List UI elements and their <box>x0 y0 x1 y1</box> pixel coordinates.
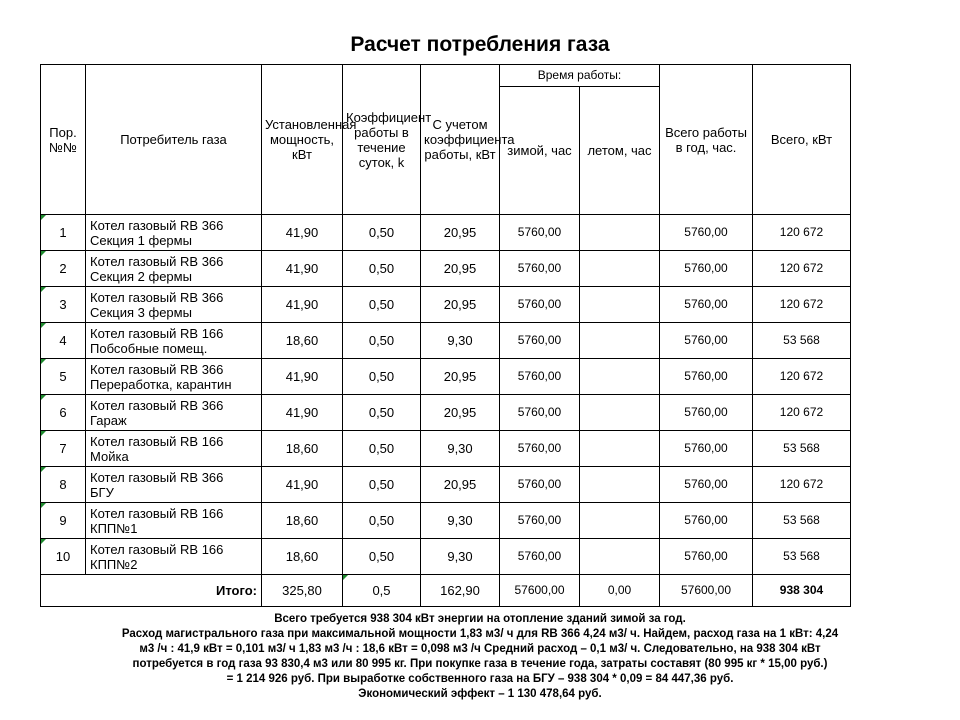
row-with-coefficient: 20,95 <box>421 359 500 395</box>
comment-marker-icon <box>41 539 46 544</box>
row-summer <box>580 323 660 359</box>
row-coefficient: 0,50 <box>343 359 421 395</box>
row-total-kw: 120 672 <box>753 251 851 287</box>
row-summer <box>580 215 660 251</box>
header-work-time: Время работы: <box>500 65 660 87</box>
row-consumer <box>86 539 262 575</box>
row-with-coefficient: 20,95 <box>421 467 500 503</box>
row-winter: 5760,00 <box>500 539 580 575</box>
row-summer <box>580 359 660 395</box>
row-number <box>41 395 86 431</box>
row-installed: 18,60 <box>262 323 343 359</box>
consumer-line-1: Котел газовый RB 366 <box>90 469 224 485</box>
row-with-coefficient: 9,30 <box>421 323 500 359</box>
row-installed: 41,90 <box>262 287 343 323</box>
comment-marker-icon <box>41 359 46 364</box>
row-coefficient: 0,50 <box>343 215 421 251</box>
totals-installed: 325,80 <box>262 575 343 607</box>
row-number-value: 7 <box>59 441 67 456</box>
note-line: потребуется в год газа 93 830,4 м3 или 80 995 кг. При покупке газа в течение года, затраты составят (80 995 кг * 15,00 руб.) <box>132 658 828 670</box>
row-number-value: 4 <box>59 333 67 348</box>
header-number: Пор. №№ <box>41 65 86 215</box>
row-summer <box>580 431 660 467</box>
row-winter: 5760,00 <box>500 431 580 467</box>
consumer-line-1: Котел газовый RB 366 <box>90 217 224 233</box>
totals-with-coefficient: 162,90 <box>421 575 500 607</box>
row-installed: 18,60 <box>262 431 343 467</box>
row-winter: 5760,00 <box>500 323 580 359</box>
table-row <box>41 251 851 287</box>
row-consumer <box>86 431 262 467</box>
row-number-value: 2 <box>59 261 67 276</box>
totals-hours: 57600,00 <box>660 575 753 607</box>
row-coefficient: 0,50 <box>343 395 421 431</box>
row-number-value: 10 <box>55 549 71 564</box>
row-installed: 41,90 <box>262 467 343 503</box>
row-total-hours: 5760,00 <box>660 503 753 539</box>
row-total-hours: 5760,00 <box>660 431 753 467</box>
header-winter: зимой, час <box>500 87 580 215</box>
header-installed-power: Установленная мощность, кВт <box>262 65 343 215</box>
row-summer <box>580 467 660 503</box>
totals-row <box>41 575 851 607</box>
row-total-hours: 5760,00 <box>660 467 753 503</box>
row-installed: 18,60 <box>262 539 343 575</box>
comment-marker-icon <box>41 323 46 328</box>
note-line: Расход магистрального газа при максимальной мощности 1,83 м3/ ч для RB 366 4,24 м3/ ч. Найдем, расход газа на 1 кВт: 4,24 <box>121 628 839 640</box>
totals-winter: 57600,00 <box>500 575 580 607</box>
table-row <box>41 215 851 251</box>
consumer-line-1: Котел газовый RB 166 <box>90 433 224 449</box>
comment-marker-icon <box>41 251 46 256</box>
row-total-kw: 120 672 <box>753 215 851 251</box>
gas-consumption-table <box>40 64 851 607</box>
consumer-line-1: Котел газовый RB 366 <box>90 397 224 413</box>
row-number-value: 8 <box>59 477 67 492</box>
row-consumer <box>86 251 262 287</box>
table-row <box>41 539 851 575</box>
header-summer: летом, час <box>580 87 660 215</box>
comment-marker-icon <box>41 287 46 292</box>
row-with-coefficient: 9,30 <box>421 503 500 539</box>
row-winter: 5760,00 <box>500 467 580 503</box>
consumer-line-2: Побсобные помещ. <box>90 340 208 356</box>
consumer-line-2: Секция 2 фермы <box>90 268 192 284</box>
consumer-line-1: Котел газовый RB 366 <box>90 361 224 377</box>
totals-coefficient-value: 0,5 <box>372 583 391 598</box>
page-title: Расчет потребления газа <box>350 33 610 56</box>
row-number <box>41 251 86 287</box>
row-number <box>41 359 86 395</box>
row-consumer <box>86 323 262 359</box>
totals-coefficient <box>343 575 421 607</box>
consumer-line-2: Секция 3 фермы <box>90 304 192 320</box>
row-number-value: 6 <box>59 405 67 420</box>
row-consumer <box>86 359 262 395</box>
row-total-kw: 53 568 <box>753 323 851 359</box>
consumer-line-1: Котел газовый RB 366 <box>90 289 224 305</box>
row-installed: 41,90 <box>262 215 343 251</box>
consumer-line-2: Секция 1 фермы <box>90 232 192 248</box>
table-row <box>41 395 851 431</box>
comment-marker-icon <box>41 395 46 400</box>
row-installed: 41,90 <box>262 395 343 431</box>
row-with-coefficient: 9,30 <box>421 539 500 575</box>
totals-total-kw: 938 304 <box>753 575 851 607</box>
totals-label: Итого: <box>41 575 262 607</box>
row-total-kw: 120 672 <box>753 467 851 503</box>
row-total-kw: 120 672 <box>753 359 851 395</box>
comment-marker-icon <box>41 215 46 220</box>
row-winter: 5760,00 <box>500 215 580 251</box>
note-line: м3 /ч : 41,9 кВт = 0,101 м3/ ч 1,83 м3 /ч : 18,6 кВт = 0,098 м3 /ч Средний расход – 0,1 м3/ ч. Следовательно, на 938 304 кВт <box>139 643 821 655</box>
row-consumer <box>86 215 262 251</box>
header-total-hours: Всего работы в год, час. <box>660 65 753 215</box>
row-total-hours: 5760,00 <box>660 359 753 395</box>
row-with-coefficient: 9,30 <box>421 431 500 467</box>
row-total-kw: 53 568 <box>753 503 851 539</box>
consumer-line-2: Гараж <box>90 412 127 428</box>
row-total-hours: 5760,00 <box>660 395 753 431</box>
row-with-coefficient: 20,95 <box>421 251 500 287</box>
consumer-line-2: БГУ <box>90 484 114 500</box>
row-number <box>41 539 86 575</box>
table-row <box>41 431 851 467</box>
row-number <box>41 431 86 467</box>
row-coefficient: 0,50 <box>343 467 421 503</box>
row-installed: 18,60 <box>262 503 343 539</box>
table-row <box>41 359 851 395</box>
row-consumer <box>86 503 262 539</box>
row-summer <box>580 503 660 539</box>
consumer-line-2: Переработка, карантин <box>90 376 232 392</box>
row-coefficient: 0,50 <box>343 251 421 287</box>
row-summer <box>580 287 660 323</box>
table-row <box>41 467 851 503</box>
consumer-line-1: Котел газовый RB 166 <box>90 505 224 521</box>
row-number-value: 3 <box>59 297 67 312</box>
row-total-hours: 5760,00 <box>660 287 753 323</box>
row-total-hours: 5760,00 <box>660 251 753 287</box>
row-consumer <box>86 467 262 503</box>
header-total-kw: Всего, кВт <box>753 65 851 215</box>
row-coefficient: 0,50 <box>343 503 421 539</box>
row-coefficient: 0,50 <box>343 431 421 467</box>
row-number <box>41 503 86 539</box>
row-with-coefficient: 20,95 <box>421 215 500 251</box>
row-summer <box>580 539 660 575</box>
row-number-value: 9 <box>59 513 67 528</box>
comment-marker-icon <box>343 575 348 580</box>
row-winter: 5760,00 <box>500 251 580 287</box>
row-total-hours: 5760,00 <box>660 215 753 251</box>
row-coefficient: 0,50 <box>343 323 421 359</box>
notes-block <box>40 612 920 702</box>
row-number <box>41 215 86 251</box>
consumer-line-2: КПП№2 <box>90 556 138 572</box>
row-with-coefficient: 20,95 <box>421 287 500 323</box>
row-winter: 5760,00 <box>500 503 580 539</box>
row-winter: 5760,00 <box>500 395 580 431</box>
row-total-kw: 120 672 <box>753 287 851 323</box>
row-number <box>41 467 86 503</box>
row-number <box>41 323 86 359</box>
row-coefficient: 0,50 <box>343 287 421 323</box>
row-summer <box>580 395 660 431</box>
note-line: = 1 214 926 руб. При выработке собственного газа на БГУ – 938 304 * 0,09 = 84 447,36 руб. <box>226 673 734 685</box>
row-total-kw: 53 568 <box>753 539 851 575</box>
note-line: Всего требуется 938 304 кВт энергии на отопление зданий зимой за год. <box>274 613 686 625</box>
row-consumer <box>86 287 262 323</box>
consumer-line-1: Котел газовый RB 366 <box>90 253 224 269</box>
totals-summer: 0,00 <box>580 575 660 607</box>
row-total-kw: 53 568 <box>753 431 851 467</box>
row-consumer <box>86 395 262 431</box>
row-summer <box>580 251 660 287</box>
consumer-line-2: КПП№1 <box>90 520 138 536</box>
row-installed: 41,90 <box>262 359 343 395</box>
header-coefficient: Коэффициент работы в течение суток, k <box>343 65 421 215</box>
comment-marker-icon <box>41 503 46 508</box>
row-number-value: 5 <box>59 369 67 384</box>
comment-marker-icon <box>41 467 46 472</box>
table-row <box>41 287 851 323</box>
row-coefficient: 0,50 <box>343 539 421 575</box>
row-with-coefficient: 20,95 <box>421 395 500 431</box>
row-winter: 5760,00 <box>500 359 580 395</box>
header-consumer: Потребитель газа <box>86 65 262 215</box>
comment-marker-icon <box>41 431 46 436</box>
row-installed: 41,90 <box>262 251 343 287</box>
row-total-hours: 5760,00 <box>660 539 753 575</box>
row-number <box>41 287 86 323</box>
row-number-value: 1 <box>59 225 67 240</box>
row-total-kw: 120 672 <box>753 395 851 431</box>
row-winter: 5760,00 <box>500 287 580 323</box>
consumer-line-1: Котел газовый RB 166 <box>90 325 224 341</box>
consumer-line-1: Котел газовый RB 166 <box>90 541 224 557</box>
note-line: Экономический эффект – 1 130 478,64 руб. <box>358 688 602 700</box>
header-with-coefficient: С учетом коэффициента работы, кВт <box>421 65 500 215</box>
row-total-hours: 5760,00 <box>660 323 753 359</box>
consumer-line-2: Мойка <box>90 448 129 464</box>
table-row <box>41 323 851 359</box>
table-row <box>41 503 851 539</box>
